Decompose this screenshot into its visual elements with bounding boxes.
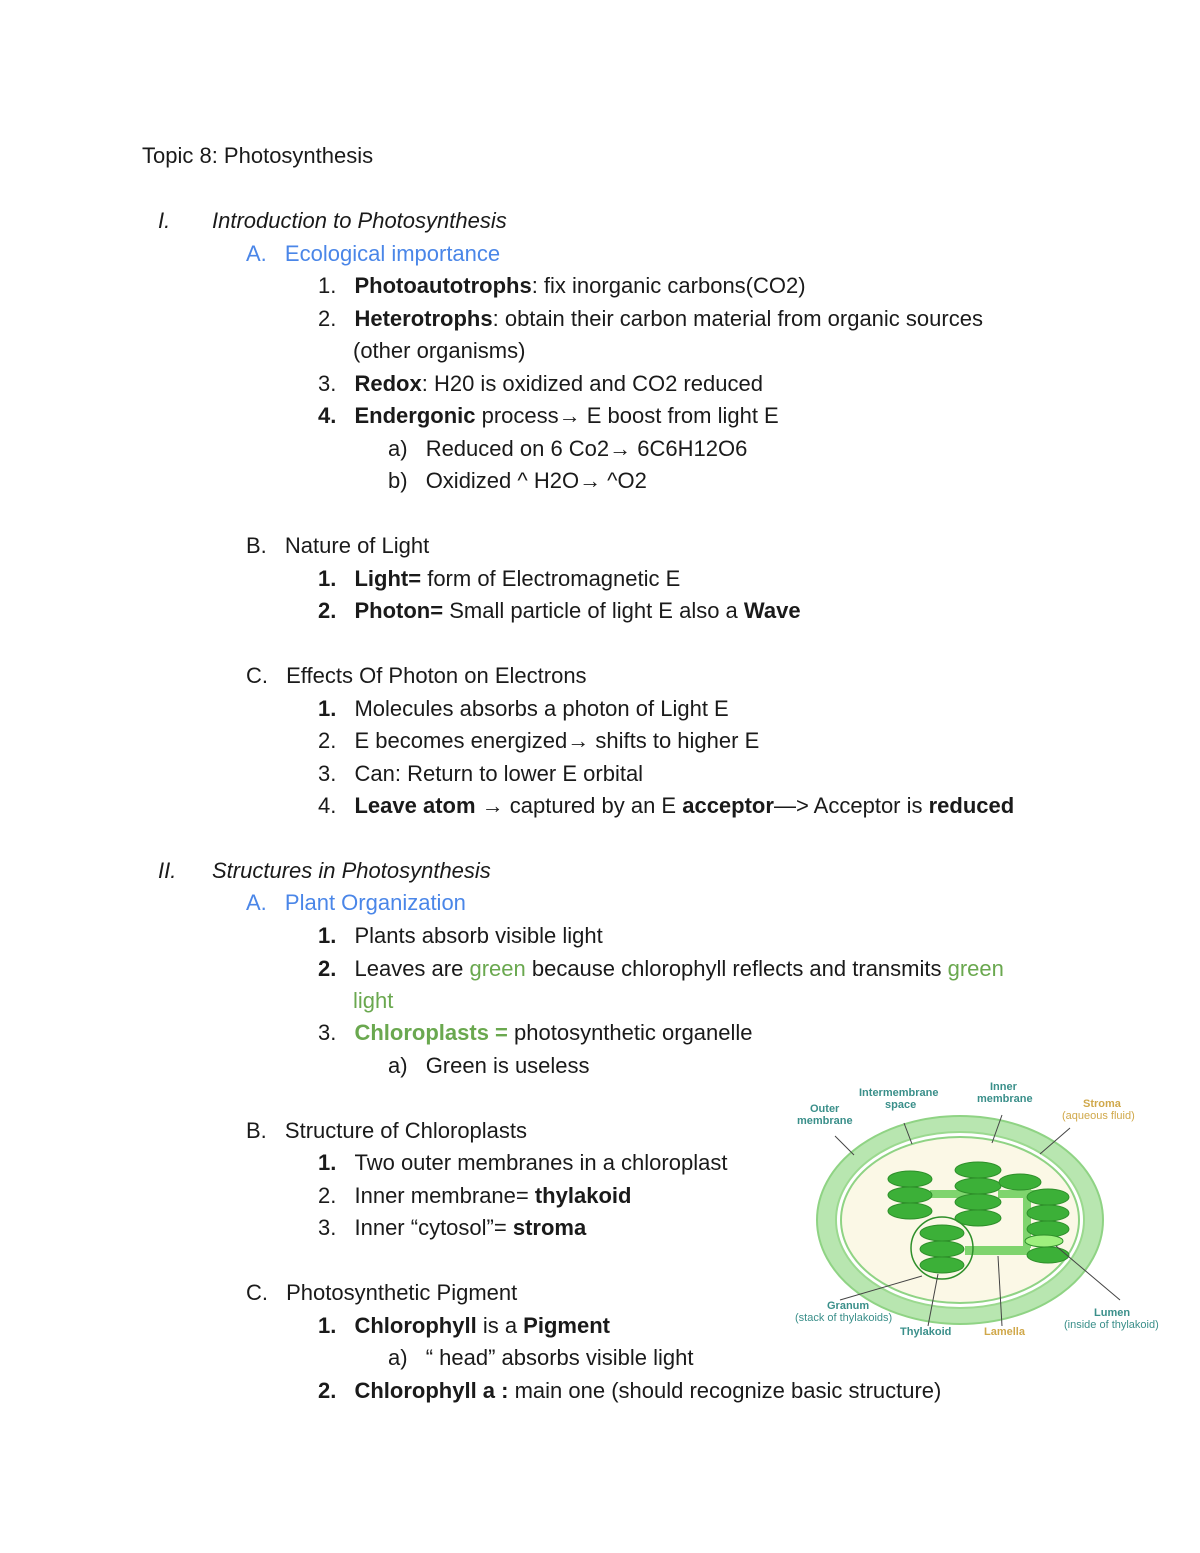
term: Photon= <box>354 598 444 623</box>
sub-list-item <box>388 434 747 464</box>
list-item <box>318 1018 753 1048</box>
label-outer-membrane-2: membrane <box>797 1115 853 1127</box>
subsection-1b <box>246 531 429 561</box>
item-text: Leaves are <box>354 956 470 981</box>
item-text: Inner “cytosol”= <box>354 1215 513 1240</box>
subsection-2c <box>246 1278 517 1308</box>
list-marker: 2. <box>318 1183 337 1208</box>
sub-item-text: Oxidized ^ H2O→ ^O2 <box>425 468 647 493</box>
list-item <box>318 726 759 756</box>
item-text: is a <box>476 1313 524 1338</box>
label-lamella: Lamella <box>984 1326 1025 1338</box>
list-item <box>318 694 729 724</box>
list-item <box>318 271 806 301</box>
sub-item-text: Green is useless <box>425 1053 590 1078</box>
list-item <box>318 759 643 789</box>
svg-text:(inside of thylakoid) <box>1064 1319 1159 1331</box>
svg-text:Stroma <box>1083 1098 1122 1110</box>
term: Heterotrophs <box>354 306 493 331</box>
list-item <box>318 564 680 594</box>
subsection-1a <box>246 239 500 269</box>
list-marker: a) <box>388 1345 408 1370</box>
definition: form of Electromagnetic E <box>421 566 681 591</box>
list-item <box>318 304 983 334</box>
term: thylakoid <box>534 1183 632 1208</box>
sub-item-text: “ head” absorbs visible light <box>425 1345 694 1370</box>
term: Endergonic <box>354 403 476 428</box>
term: Pigment <box>523 1313 610 1338</box>
sub-list-item <box>388 1343 694 1373</box>
list-item-continuation: light <box>353 988 394 1013</box>
list-marker: C. <box>246 1280 268 1305</box>
green-word: green <box>469 956 526 981</box>
term: reduced <box>928 793 1015 818</box>
svg-text:Outer <box>810 1103 840 1115</box>
list-item <box>318 791 1014 821</box>
subsection-1c <box>246 661 587 691</box>
sub-list-item <box>388 466 647 496</box>
item-text: Molecules absorbs a photon of Light E <box>354 696 729 721</box>
term: acceptor <box>682 793 774 818</box>
svg-text:space <box>885 1099 916 1111</box>
item-text: E becomes energized→ shifts to higher E <box>354 728 760 753</box>
list-marker: 1. <box>318 273 337 298</box>
section-2-number: II. <box>158 858 177 883</box>
sub-list-item <box>388 1051 590 1081</box>
label-lumen-2: (inside of thylakoid) <box>1064 1319 1159 1331</box>
term: Chlorophyll a : <box>354 1378 509 1403</box>
sub-item-text: Reduced on 6 Co2→ 6C6H12O6 <box>425 436 748 461</box>
svg-text:Lamella <box>984 1326 1026 1338</box>
list-marker: a) <box>388 436 408 461</box>
subsection-title: Effects Of Photon on Electrons <box>286 663 587 688</box>
item-text: —> Acceptor is <box>773 793 929 818</box>
list-item <box>318 921 603 951</box>
list-marker: 4. <box>318 403 337 428</box>
list-marker: B. <box>246 1118 267 1143</box>
item-text: main one (should recognize basic structure) <box>508 1378 942 1403</box>
list-marker: A. <box>246 241 267 266</box>
label-intermembrane-2: space <box>885 1099 917 1111</box>
term: Light= <box>354 566 422 591</box>
definition: : H20 is oxidized and CO2 reduced <box>421 371 763 396</box>
term: stroma <box>512 1215 587 1240</box>
label-granum-2: (stack of thylakoids) <box>795 1312 893 1324</box>
list-item <box>318 1181 631 1211</box>
label-granum-1: Granum <box>827 1300 870 1312</box>
definition: photosynthetic organelle <box>507 1020 753 1045</box>
subsection-2a <box>246 888 466 918</box>
list-marker: 2. <box>318 598 337 623</box>
list-marker: 1. <box>318 566 337 591</box>
list-marker: A. <box>246 890 267 915</box>
svg-text:Granum <box>827 1300 869 1312</box>
term: Chlorophyll <box>354 1313 477 1338</box>
section-2-title: Structures in Photosynthesis <box>212 858 491 883</box>
list-marker: 1. <box>318 696 337 721</box>
subsection-title: Structure of Chloroplasts <box>284 1118 528 1143</box>
item-text: because chlorophyll reflects and transmits <box>525 956 948 981</box>
list-marker: 1. <box>318 923 337 948</box>
list-marker: 4. <box>318 793 337 818</box>
green-word: green <box>947 956 1004 981</box>
term: Chloroplasts = <box>354 1020 508 1045</box>
lumen-highlight <box>1025 1235 1063 1247</box>
list-marker: 3. <box>318 761 337 786</box>
term: Redox <box>354 371 422 396</box>
item-text: Can: Return to lower E orbital <box>354 761 644 786</box>
list-marker: 1. <box>318 1313 337 1338</box>
svg-text:membrane <box>977 1093 1033 1105</box>
svg-text:membrane <box>797 1115 853 1127</box>
label-intermembrane-1: Intermembrane <box>859 1087 939 1099</box>
svg-text:Intermembrane <box>859 1087 938 1099</box>
label-stroma-2: (aqueous fluid) <box>1062 1110 1135 1122</box>
list-item <box>318 1311 610 1341</box>
item-text: → captured by an E <box>475 793 683 818</box>
svg-text:(stack of thylakoids) <box>795 1312 892 1324</box>
list-marker: 3. <box>318 1020 337 1045</box>
label-thylakoid: Thylakoid <box>900 1326 952 1338</box>
list-marker: 2. <box>318 728 337 753</box>
definition: Small particle of light E also a <box>443 598 744 623</box>
list-item <box>318 1148 727 1178</box>
list-marker: C. <box>246 663 268 688</box>
list-marker: 3. <box>318 1215 337 1240</box>
subsection-title: Plant Organization <box>284 890 466 915</box>
list-item <box>318 1376 941 1406</box>
list-item <box>318 596 801 626</box>
definition: : obtain their carbon material from organic sources <box>492 306 983 331</box>
list-marker: 2. <box>318 1378 337 1403</box>
list-item <box>318 954 1004 984</box>
list-item <box>318 401 779 431</box>
svg-text:(aqueous fluid) <box>1062 1110 1135 1122</box>
item-text: Inner membrane= <box>354 1183 535 1208</box>
list-item-continuation: (other organisms) <box>353 338 526 363</box>
page-title: Topic 8: Photosynthesis <box>142 143 374 168</box>
list-marker: 3. <box>318 371 337 396</box>
term: Leave atom <box>354 793 476 818</box>
subsection-title: Nature of Light <box>284 533 430 558</box>
label-lumen-1: Lumen <box>1094 1307 1131 1319</box>
label-stroma-1: Stroma <box>1083 1098 1121 1110</box>
list-item <box>318 1213 586 1243</box>
list-marker: 2. <box>318 306 337 331</box>
list-marker: B. <box>246 533 267 558</box>
chloroplast-diagram <box>780 1078 1180 1348</box>
definition: process→ E boost from light E <box>475 403 779 428</box>
label-inner-membrane-1: Inner <box>990 1081 1017 1093</box>
subsection-title: Ecological importance <box>284 241 501 266</box>
item-text: Plants absorb visible light <box>354 923 603 948</box>
label-outer-membrane-1: Outer <box>810 1103 840 1115</box>
list-marker: 1. <box>318 1150 337 1175</box>
list-item <box>318 369 763 399</box>
list-marker: b) <box>388 468 408 493</box>
item-text: Two outer membranes in a chloroplast <box>354 1150 728 1175</box>
svg-text:Lumen <box>1094 1307 1130 1319</box>
list-marker: a) <box>388 1053 408 1078</box>
subsection-2b <box>246 1116 527 1146</box>
section-1-title: Introduction to Photosynthesis <box>212 208 507 233</box>
list-marker: 2. <box>318 956 337 981</box>
section-1-number: I. <box>158 208 171 233</box>
subsection-title: Photosynthetic Pigment <box>286 1280 518 1305</box>
term: Wave <box>743 598 801 623</box>
term: Photoautotrophs <box>354 273 532 298</box>
label-inner-membrane-2: membrane <box>977 1093 1033 1105</box>
definition: : fix inorganic carbons(CO2) <box>531 273 806 298</box>
svg-text:Inner <box>990 1081 1018 1093</box>
svg-text:Thylakoid <box>900 1326 951 1338</box>
